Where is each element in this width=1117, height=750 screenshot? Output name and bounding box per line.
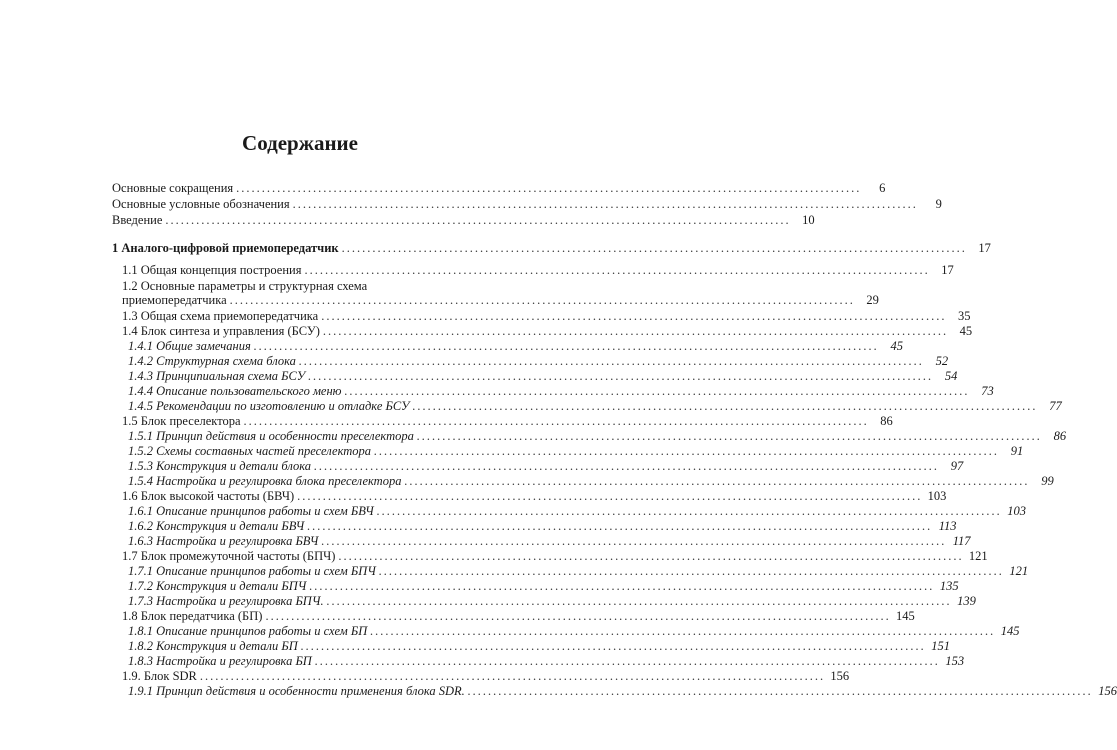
toc-section: 1.1 Общая концепция построения .......................................................................................................................... 17 <box>122 263 954 277</box>
toc-subsection: 1.9.1 Принцип действия и особенности применения блока SDR. .......................................................................................................................... 156 <box>128 684 1117 698</box>
toc-subsection: 1.5.1 Принцип действия и особенности преселектора .......................................................................................................................... 86 <box>128 429 1067 443</box>
toc-section: 1.6 Блок высокой частоты (БВЧ) .......................................................................................................................... 103 <box>122 489 947 503</box>
toc-entry: Основные сокращения .......................................................................................................................... 6 <box>112 181 886 195</box>
toc-subsection: 1.4.5 Рекомендации по изготовлению и отладке БСУ .......................................................................................................................... 77 <box>128 399 1062 413</box>
toc-entry: Основные условные обозначения .......................................................................................................................... 9 <box>112 197 942 211</box>
toc-section-line: 1.2 Основные параметры и структурная схема <box>122 279 368 293</box>
toc-subsection: 1.4.4 Описание пользовательского меню .......................................................................................................................... 73 <box>128 384 994 398</box>
toc-section: 1.5 Блок преселектора .......................................................................................................................... 86 <box>122 414 893 428</box>
toc-subsection: 1.7.2 Конструкция и детали БПЧ .......................................................................................................................... 135 <box>128 579 959 593</box>
toc-subsection: 1.5.4 Настройка и регулировка блока преселектора .......................................................................................................................... 99 <box>128 474 1054 488</box>
toc-section: приемопередатчика .......................................................................................................................... 29 <box>122 293 879 307</box>
toc-section: 1.4 Блок синтеза и управления (БСУ) .......................................................................................................................... 45 <box>122 324 973 338</box>
toc-subsection: 1.7.3 Настройка и регулировка БПЧ. .......................................................................................................................... 139 <box>128 594 976 608</box>
toc-subsection: 1.6.2 Конструкция и детали БВЧ .......................................................................................................................... 113 <box>128 519 957 533</box>
toc-subsection: 1.8.3 Настройка и регулировка БП .......................................................................................................................... 153 <box>128 654 965 668</box>
toc-subsection: 1.5.2 Схемы составных частей преселектора .......................................................................................................................... 91 <box>128 444 1024 458</box>
toc-subsection: 1.4.3 Принципиальная схема БСУ .......................................................................................................................... 54 <box>128 369 958 383</box>
toc-subsection: 1.8.2 Конструкция и детали БП .......................................................................................................................... 151 <box>128 639 951 653</box>
toc-section: 1.9. Блок SDR .......................................................................................................................... 156 <box>122 669 850 683</box>
toc-subsection: 1.7.1 Описание принципов работы и схем БПЧ .......................................................................................................................... 121 <box>128 564 1029 578</box>
toc-section: 1.7 Блок промежуточной частоты (БПЧ) .......................................................................................................................... 121 <box>122 549 988 563</box>
page-title: Содержание <box>242 131 358 155</box>
toc-section: 1.8 Блок передатчика (БП) .......................................................................................................................... 145 <box>122 609 915 623</box>
toc-entry: Введение .......................................................................................................................... 10 <box>112 213 815 227</box>
toc-subsection: 1.6.1 Описание принципов работы и схем БВЧ .......................................................................................................................... 103 <box>128 504 1027 518</box>
toc-subsection: 1.6.3 Настройка и регулировка БВЧ .......................................................................................................................... 117 <box>128 534 971 548</box>
toc-section: 1.3 Общая схема приемопередатчика .......................................................................................................................... 35 <box>122 309 971 323</box>
toc-subsection: 1.4.2 Структурная схема блока .......................................................................................................................... 52 <box>128 354 949 368</box>
toc-subsection: 1.8.1 Описание принципов работы и схем БП .......................................................................................................................... 145 <box>128 624 1020 638</box>
toc-subsection: 1.5.3 Конструкция и детали блока .......................................................................................................................... 97 <box>128 459 964 473</box>
toc-chapter: 1 Аналого-цифровой приемопередатчик .......................................................................................................................... 17 <box>112 241 991 255</box>
toc-subsection: 1.4.1 Общие замечания .......................................................................................................................... 45 <box>128 339 904 353</box>
